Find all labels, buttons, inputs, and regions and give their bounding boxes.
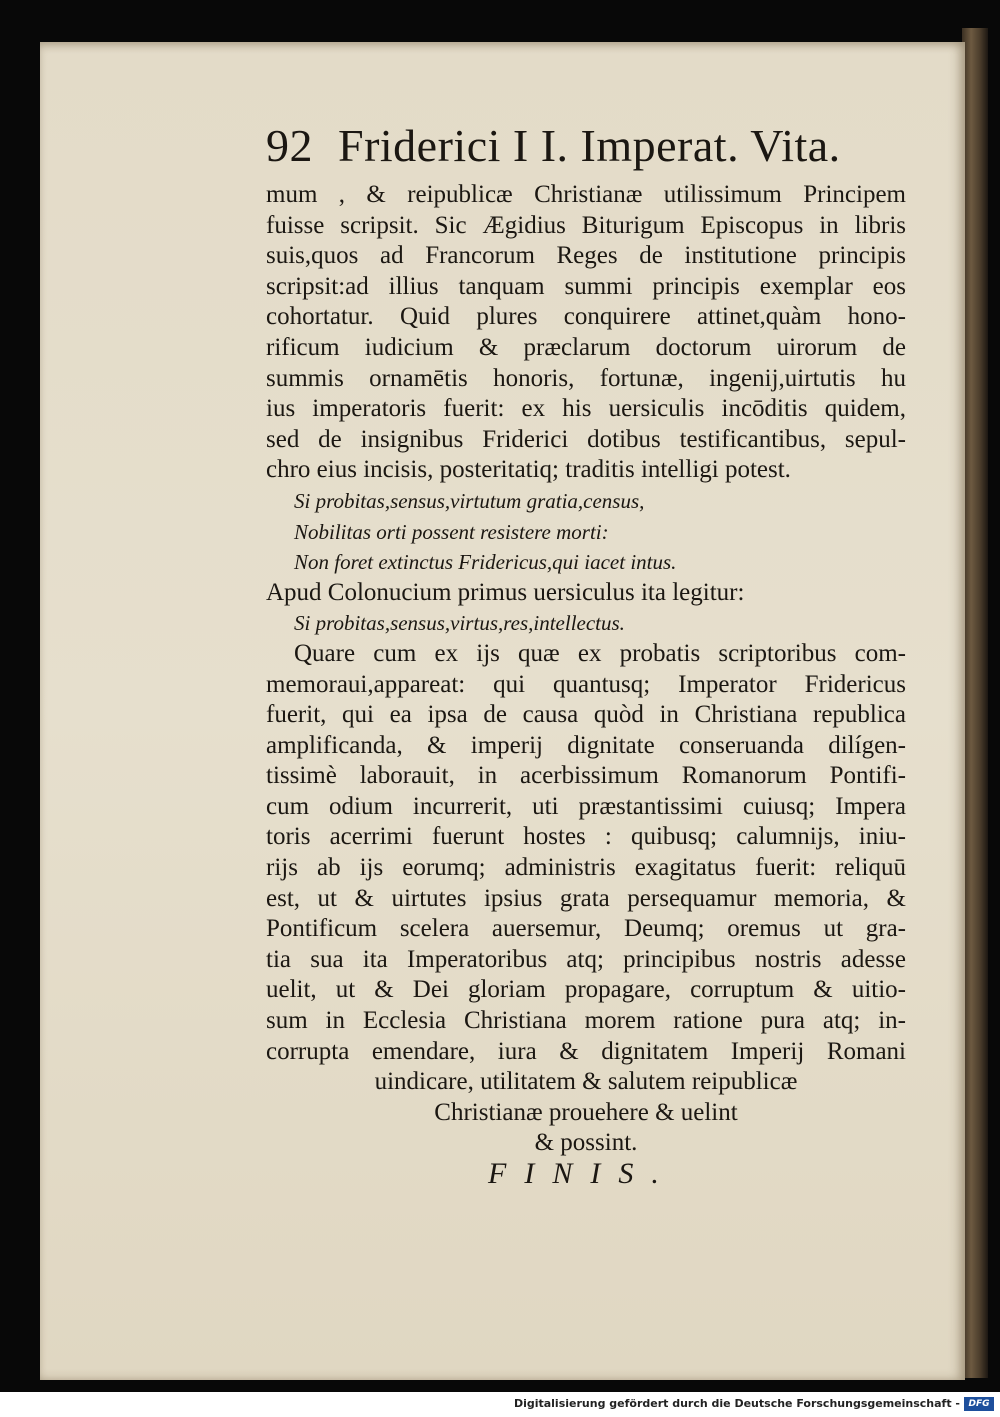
text-line: tissimè laborauit, in acerbissimum Romanorum Pontifi-: [266, 762, 906, 790]
text-line: summis ornamētis honoris, fortunæ, ingenij,uirtutis hu: [266, 364, 906, 392]
text-line: toris acerrimi fuerunt hostes : quibusq; calumnijs, iniu-: [266, 823, 906, 851]
text-line: scripsit:ad illius tanquam summi principis exemplar eos: [266, 272, 906, 300]
running-head: [266, 116, 866, 176]
text-line: ius imperatoris fuerit: ex his uersiculis incōditis quidem,: [266, 395, 906, 423]
text-line: sed de insignibus Friderici dotibus testificantibus, sepul-: [266, 425, 906, 453]
text-block: [266, 180, 906, 1159]
dfg-logo-icon: DFG: [964, 1397, 994, 1411]
text-line: rijs ab ijs eorumq; administris exagitatus fuerit: reliquū: [266, 854, 906, 882]
running-title: Friderici I I. Imperat. Vita.: [338, 120, 841, 171]
book-page: [40, 42, 965, 1380]
verse-line: Si probitas,sensus,virtutum gratia,census,: [294, 488, 645, 513]
text-line: fuisse scripsit. Sic Ægidius Biturigum Episcopus in libris: [266, 211, 906, 239]
finis-mark: FINIS.: [488, 1157, 677, 1190]
text-line: suis,quos ad Francorum Reges de institutione principis: [266, 242, 906, 270]
page-number: 92: [266, 120, 313, 171]
text-line: est, ut & uirtutes ipsius grata persequamur memoria, &: [266, 884, 906, 912]
text-line: Christianæ prouehere & uelint: [434, 1098, 738, 1126]
text-line: fuerit, qui ea ipsa de causa quòd in Christiana republica: [266, 701, 906, 729]
text-line: Apud Colonucium primus uersiculus ita legitur:: [266, 578, 745, 606]
text-line: cohortatur. Quid plures conquirere attinet,quàm hono-: [266, 303, 906, 331]
text-line: memoraui,appareat: qui quantusq; Imperator Fridericus: [266, 670, 906, 698]
text-line: corrupta emendare, iura & dignitatem Imperij Romani: [266, 1037, 906, 1065]
digitization-footer: [0, 1392, 1000, 1417]
text-line: sum in Ecclesia Christiana morem ratione pura atq; in-: [266, 1007, 906, 1035]
page-content: [40, 42, 965, 1380]
funding-credit: Digitalisierung gefördert durch die Deutsche Forschungsgemeinschaft -: [513, 1397, 960, 1410]
verse-line: Nobilitas orti possent resistere morti:: [294, 519, 609, 544]
text-line: Quare cum ex ijs quæ ex probatis scriptoribus com-: [294, 639, 906, 667]
text-line: chro eius incisis, posteritatiq; traditis intelligi potest.: [266, 456, 791, 484]
verse-line: Non foret extinctus Fridericus,qui iacet intus.: [294, 550, 677, 575]
text-line: amplificanda, & imperij dignitate conseruanda dilígen-: [266, 731, 906, 759]
text-line: cum odium incurrerit, uti præstantissimi cuiusq; Impera: [266, 792, 906, 820]
text-line: uelit, ut & Dei gloriam propagare, corruptum & uitio-: [266, 976, 906, 1004]
verse-line: Si probitas,sensus,virtus,res,intellectus.: [294, 611, 625, 636]
text-line: mum , & reipublicæ Christianæ utilissimum Principem: [266, 181, 906, 208]
text-line: uindicare, utilitatem & salutem reipublicæ: [374, 1068, 798, 1096]
text-line: Pontificum scelera auersemur, Deumq; oremus ut gra-: [266, 915, 906, 943]
text-line: rificum iudicium & præclarum doctorum uirorum de: [266, 333, 906, 361]
book-edge: [962, 28, 988, 1378]
text-line: & possint.: [534, 1129, 638, 1157]
text-line: tia sua ita Imperatoribus atq; principibus nostris adesse: [266, 945, 906, 973]
